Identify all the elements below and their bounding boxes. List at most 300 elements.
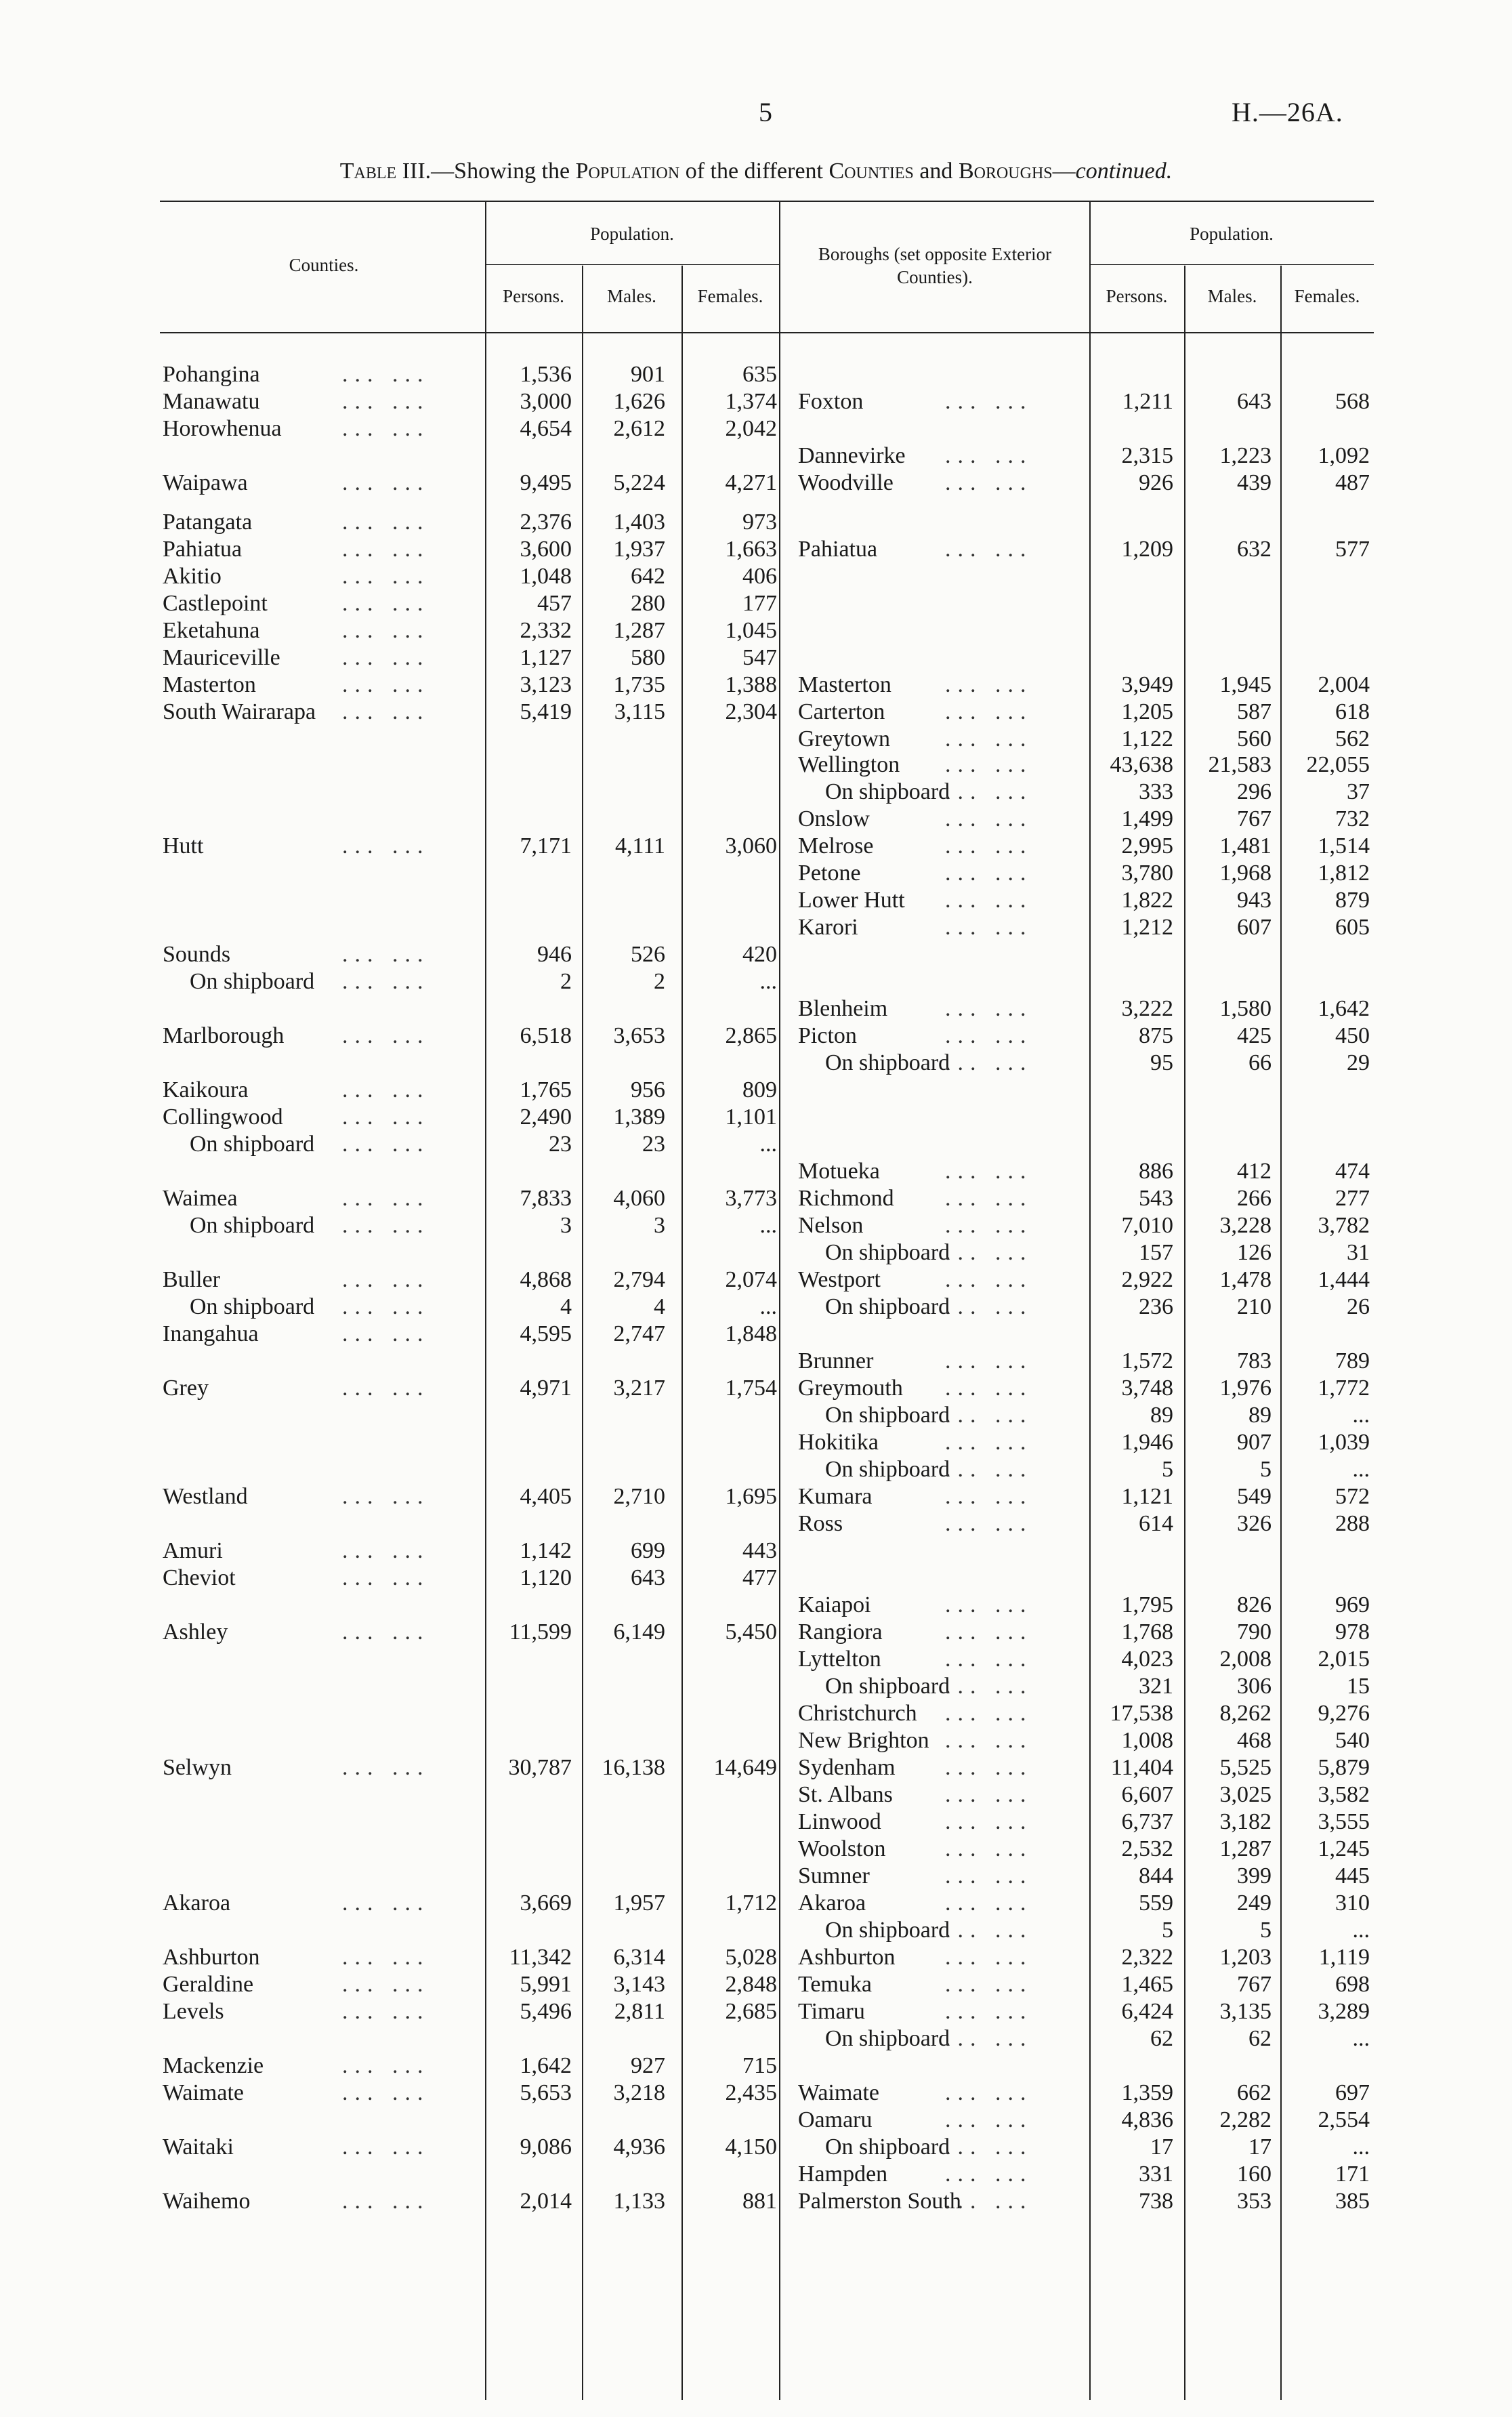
borough-leader-dots: ... ...	[945, 1376, 1033, 1401]
borough-females: 26	[1347, 1294, 1370, 1319]
borough-females: ...	[1352, 1403, 1370, 1428]
table-row	[0, 2134, 1512, 2162]
borough-leader-dots: ... ...	[945, 1918, 1033, 1943]
borough-leader-dots: ... ...	[945, 1755, 1033, 1780]
table-row	[0, 537, 1512, 564]
table-row	[0, 470, 1512, 497]
table-row	[0, 1348, 1512, 1376]
table-row	[0, 806, 1512, 833]
title-keyword-boroughs: Boroughs	[958, 159, 1053, 184]
table-row	[0, 1701, 1512, 1728]
borough-name: On shipboard	[825, 2134, 950, 2160]
borough-name: On shipboard	[825, 2026, 950, 2051]
table-row	[0, 1321, 1512, 1348]
borough-females: 1,514	[1318, 833, 1370, 859]
borough-persons: 543	[1139, 1186, 1173, 1211]
county-females: 973	[742, 510, 777, 535]
borough-females: 1,812	[1318, 861, 1370, 886]
borough-males: 662	[1237, 2080, 1272, 2105]
borough-males: 943	[1237, 888, 1272, 913]
borough-males: 643	[1237, 389, 1272, 414]
county-name: Cheviot	[163, 1565, 236, 1590]
borough-name: Masterton	[798, 672, 891, 697]
table-row	[0, 1186, 1512, 1213]
borough-name: Sydenham	[798, 1755, 896, 1780]
borough-name: Richmond	[798, 1186, 894, 1211]
table-row	[0, 699, 1512, 726]
county-males: 4	[654, 1294, 665, 1319]
borough-name: Waimate	[798, 2080, 879, 2105]
county-males: 1,403	[613, 510, 665, 535]
borough-name: St. Albans	[798, 1782, 893, 1807]
borough-females: 9,276	[1318, 1701, 1370, 1726]
table-row	[0, 1782, 1512, 1809]
borough-leader-dots: ... ...	[945, 2107, 1033, 2132]
table-row	[0, 1972, 1512, 1999]
borough-name: Woolston	[798, 1836, 886, 1861]
county-males: 2	[654, 969, 665, 994]
borough-females: 698	[1335, 1972, 1370, 1997]
county-persons: 7,833	[520, 1186, 572, 1211]
borough-persons: 614	[1139, 1511, 1173, 1536]
borough-name: Motueka	[798, 1159, 880, 1184]
county-females: 5,028	[725, 1945, 777, 1970]
county-name: Westland	[163, 1484, 248, 1509]
borough-males: 1,287	[1219, 1836, 1272, 1861]
county-males: 580	[631, 645, 665, 670]
county-leader-dots: ... ...	[342, 362, 430, 387]
county-name: Hutt	[163, 833, 204, 859]
borough-name: Brunner	[798, 1348, 874, 1373]
borough-females: 969	[1335, 1592, 1370, 1617]
county-name: Mackenzie	[163, 2053, 264, 2078]
county-males: 1,957	[613, 1891, 665, 1916]
borough-females: 1,039	[1318, 1430, 1370, 1455]
borough-persons: 886	[1139, 1159, 1173, 1184]
county-leader-dots: ... ...	[342, 537, 430, 562]
borough-persons: 1,008	[1121, 1728, 1173, 1753]
county-persons: 1,048	[520, 564, 572, 589]
county-leader-dots: ... ...	[342, 1186, 430, 1211]
county-leader-dots: ... ...	[342, 1077, 430, 1102]
borough-males: 17	[1248, 2134, 1272, 2160]
county-persons: 5,653	[520, 2080, 572, 2105]
borough-leader-dots: ... ...	[945, 1891, 1033, 1916]
county-persons: 1,127	[520, 645, 572, 670]
borough-leader-dots: ... ...	[945, 1945, 1033, 1970]
borough-name: Ross	[798, 1511, 843, 1536]
borough-persons: 5	[1162, 1457, 1173, 1482]
county-leader-dots: ... ...	[342, 389, 430, 414]
county-females: 547	[742, 645, 777, 670]
county-persons: 457	[537, 591, 572, 616]
borough-leader-dots: ... ...	[945, 1647, 1033, 1672]
county-persons: 3,123	[520, 672, 572, 697]
county-persons: 3,000	[520, 389, 572, 414]
borough-females: 562	[1335, 726, 1370, 751]
county-name: Levels	[163, 1999, 224, 2024]
county-name: Akitio	[163, 564, 222, 589]
borough-leader-dots: ... ...	[945, 1023, 1033, 1048]
county-leader-dots: ... ...	[342, 591, 430, 616]
table-row	[0, 1023, 1512, 1050]
borough-persons: 2,532	[1121, 1836, 1173, 1861]
county-females: ...	[759, 1132, 777, 1157]
borough-leader-dots: ... ...	[945, 1619, 1033, 1645]
county-persons: 11,342	[509, 1945, 572, 1970]
borough-name: Lower Hutt	[798, 888, 905, 913]
borough-females: 605	[1335, 915, 1370, 940]
borough-males: 783	[1237, 1348, 1272, 1373]
borough-females: 2,554	[1318, 2107, 1370, 2132]
county-persons: 2	[560, 969, 572, 994]
borough-females: 3,582	[1318, 1782, 1370, 1807]
county-leader-dots: ... ...	[342, 942, 430, 967]
borough-leader-dots: ... ...	[945, 1836, 1033, 1861]
county-name: Castlepoint	[163, 591, 268, 616]
header-population-left: Population.	[590, 224, 674, 244]
borough-name: Carterton	[798, 699, 885, 724]
borough-name: Christchurch	[798, 1701, 917, 1726]
title-mid: of the different	[679, 159, 829, 184]
borough-males: 468	[1237, 1728, 1272, 1753]
borough-males: 587	[1237, 699, 1272, 724]
county-males: 4,936	[613, 2134, 665, 2160]
borough-males: 5,525	[1219, 1755, 1272, 1780]
table-row	[0, 779, 1512, 806]
borough-males: 1,976	[1219, 1376, 1272, 1401]
borough-males: 767	[1237, 806, 1272, 831]
borough-leader-dots: ... ...	[945, 2189, 1033, 2214]
borough-persons: 7,010	[1121, 1213, 1173, 1238]
borough-name: Greymouth	[798, 1376, 903, 1401]
county-females: 2,685	[725, 1999, 777, 2024]
county-name: Amuri	[163, 1538, 223, 1563]
borough-name: On shipboard	[825, 1240, 950, 1265]
borough-persons: 333	[1139, 779, 1173, 804]
borough-males: 160	[1237, 2162, 1272, 2187]
borough-leader-dots: ... ...	[945, 752, 1033, 777]
borough-name: Hampden	[798, 2162, 888, 2187]
county-name: Selwyn	[163, 1755, 232, 1780]
borough-name: Westport	[798, 1267, 881, 1292]
county-name: Akaroa	[163, 1891, 231, 1916]
borough-leader-dots: ... ...	[945, 1728, 1033, 1753]
county-leader-dots: ... ...	[342, 1132, 430, 1157]
county-males: 1,389	[613, 1104, 665, 1130]
borough-males: 326	[1237, 1511, 1272, 1536]
borough-leader-dots: ... ...	[945, 1782, 1033, 1807]
county-persons: 7,171	[520, 833, 572, 859]
county-persons: 2,376	[520, 510, 572, 535]
county-leader-dots: ... ...	[342, 1484, 430, 1509]
table-row	[0, 1132, 1512, 1159]
county-males: 643	[631, 1565, 665, 1590]
county-persons: 3,600	[520, 537, 572, 562]
county-females: 1,388	[725, 672, 777, 697]
county-females: 1,712	[725, 1891, 777, 1916]
borough-males: 249	[1237, 1891, 1272, 1916]
county-leader-dots: ... ...	[342, 672, 430, 697]
county-name: Waimea	[163, 1186, 238, 1211]
table-row	[0, 1918, 1512, 1945]
table-row	[0, 915, 1512, 942]
county-persons: 5,496	[520, 1999, 572, 2024]
borough-persons: 11,404	[1110, 1755, 1173, 1780]
borough-males: 5	[1260, 1457, 1272, 1482]
borough-name: On shipboard	[825, 1050, 950, 1075]
county-females: 2,435	[725, 2080, 777, 2105]
county-persons: 4,654	[520, 416, 572, 441]
borough-leader-dots: ... ...	[945, 1213, 1033, 1238]
title-dash: —	[1052, 159, 1076, 184]
borough-leader-dots: ... ...	[945, 1863, 1033, 1888]
borough-leader-dots: ... ...	[945, 2080, 1033, 2105]
county-females: 809	[742, 1077, 777, 1102]
borough-males: 439	[1237, 470, 1272, 495]
borough-males: 8,262	[1219, 1701, 1272, 1726]
county-persons: 2,014	[520, 2189, 572, 2214]
borough-persons: 321	[1139, 1674, 1173, 1699]
county-males: 1,287	[613, 618, 665, 643]
borough-males: 306	[1237, 1674, 1272, 1699]
borough-males: 1,968	[1219, 861, 1272, 886]
county-name: Waitaki	[163, 2134, 234, 2160]
borough-leader-dots: ... ...	[945, 996, 1033, 1021]
county-females: 443	[742, 1538, 777, 1563]
borough-persons: 1,359	[1121, 2080, 1173, 2105]
header-males-right: Males.	[1207, 286, 1257, 306]
county-females: ...	[759, 1294, 777, 1319]
borough-females: 37	[1347, 779, 1370, 804]
county-males: 23	[642, 1132, 665, 1157]
borough-leader-dots: ... ...	[945, 1159, 1033, 1184]
county-persons: 1,765	[520, 1077, 572, 1102]
table-row	[0, 1538, 1512, 1565]
borough-females: 310	[1335, 1891, 1370, 1916]
county-females: 3,060	[725, 833, 777, 859]
borough-leader-dots: ... ...	[945, 915, 1033, 940]
borough-females: 277	[1335, 1186, 1370, 1211]
borough-persons: 3,748	[1121, 1376, 1173, 1401]
county-females: 4,150	[725, 2134, 777, 2160]
table-row	[0, 564, 1512, 591]
borough-name: Pahiatua	[798, 537, 878, 562]
county-persons: 3	[560, 1213, 572, 1238]
borough-females: 487	[1335, 470, 1370, 495]
borough-leader-dots: ... ...	[945, 1294, 1033, 1319]
borough-females: 445	[1335, 1863, 1370, 1888]
borough-name: Sumner	[798, 1863, 870, 1888]
county-name: Sounds	[163, 942, 231, 967]
table-row	[0, 1619, 1512, 1647]
borough-leader-dots: ... ...	[945, 1186, 1033, 1211]
borough-name: Foxton	[798, 389, 864, 414]
title-keyword-population: Population	[575, 159, 680, 184]
borough-females: 577	[1335, 537, 1370, 562]
county-females: ...	[759, 969, 777, 994]
county-males: 3,217	[613, 1376, 665, 1401]
borough-persons: 1,822	[1121, 888, 1173, 913]
county-females: ...	[759, 1213, 777, 1238]
borough-leader-dots: ... ...	[945, 1050, 1033, 1075]
county-females: 635	[742, 362, 777, 387]
borough-persons: 1,946	[1121, 1430, 1173, 1455]
county-males: 2,710	[613, 1484, 665, 1509]
county-males: 4,111	[615, 833, 665, 859]
borough-persons: 875	[1139, 1023, 1173, 1048]
county-persons: 946	[537, 942, 572, 967]
borough-persons: 62	[1150, 2026, 1173, 2051]
borough-persons: 1,212	[1121, 915, 1173, 940]
county-persons: 1,120	[520, 1565, 572, 1590]
borough-males: 210	[1237, 1294, 1272, 1319]
borough-persons: 6,607	[1121, 1782, 1173, 1807]
borough-males: 1,223	[1219, 443, 1272, 468]
header-males-left: Males.	[607, 286, 656, 306]
table-row	[0, 1159, 1512, 1186]
borough-name: Onslow	[798, 806, 870, 831]
county-name: Patangata	[163, 510, 253, 535]
borough-females: 1,444	[1318, 1267, 1370, 1292]
county-leader-dots: ... ...	[342, 416, 430, 441]
county-males: 1,735	[613, 672, 665, 697]
borough-females: 789	[1335, 1348, 1370, 1373]
borough-name: Dannevirke	[798, 443, 906, 468]
borough-name: Ashburton	[798, 1945, 896, 1970]
borough-females: 3,289	[1318, 1999, 1370, 2024]
county-leader-dots: ... ...	[342, 645, 430, 670]
borough-males: 296	[1237, 779, 1272, 804]
borough-name: Linwood	[798, 1809, 881, 1834]
borough-females: ...	[1352, 1457, 1370, 1482]
county-leader-dots: ... ...	[342, 564, 430, 589]
table-row	[0, 1403, 1512, 1430]
borough-name: Hokitika	[798, 1430, 879, 1455]
table-row	[0, 2080, 1512, 2107]
borough-name: Petone	[798, 861, 861, 886]
county-females: 177	[742, 591, 777, 616]
borough-males: 3,025	[1219, 1782, 1272, 1807]
county-name: Collingwood	[163, 1104, 283, 1130]
table-row	[0, 888, 1512, 915]
borough-name: On shipboard	[825, 1403, 950, 1428]
borough-persons: 1,465	[1121, 1972, 1173, 1997]
borough-leader-dots: ... ...	[945, 699, 1033, 724]
borough-persons: 2,922	[1121, 1267, 1173, 1292]
borough-males: 1,481	[1219, 833, 1272, 859]
borough-females: 1,092	[1318, 443, 1370, 468]
borough-leader-dots: ... ...	[945, 1267, 1033, 1292]
borough-males: 21,583	[1208, 752, 1272, 777]
borough-males: 399	[1237, 1863, 1272, 1888]
borough-females: ...	[1352, 1918, 1370, 1943]
borough-females: 1,642	[1318, 996, 1370, 1021]
borough-name: On shipboard	[825, 779, 950, 804]
county-females: 3,773	[725, 1186, 777, 1211]
county-females: 420	[742, 942, 777, 967]
borough-males: 89	[1248, 1403, 1272, 1428]
title-prefix: Table	[339, 159, 397, 184]
table-row	[0, 618, 1512, 645]
borough-females: 572	[1335, 1484, 1370, 1509]
borough-females: 15	[1347, 1674, 1370, 1699]
county-males: 6,314	[613, 1945, 665, 1970]
borough-name: On shipboard	[825, 1294, 950, 1319]
borough-persons: 738	[1139, 2189, 1173, 2214]
borough-persons: 1,209	[1121, 537, 1173, 562]
county-males: 2,612	[613, 416, 665, 441]
county-name: Pohangina	[163, 362, 260, 387]
county-name: Mauriceville	[163, 645, 280, 670]
borough-males: 560	[1237, 726, 1272, 751]
borough-persons: 844	[1139, 1863, 1173, 1888]
borough-females: 2,004	[1318, 672, 1370, 697]
county-name: On shipboard	[190, 969, 315, 994]
county-persons: 30,787	[508, 1755, 572, 1780]
county-males: 6,149	[613, 1619, 665, 1645]
county-leader-dots: ... ...	[342, 1565, 430, 1590]
table-row	[0, 389, 1512, 416]
county-males: 280	[631, 591, 665, 616]
borough-persons: 89	[1150, 1403, 1173, 1428]
county-persons: 4,971	[520, 1376, 572, 1401]
county-females: 2,042	[725, 416, 777, 441]
county-name: On shipboard	[190, 1213, 315, 1238]
borough-males: 632	[1237, 537, 1272, 562]
county-males: 3,653	[613, 1023, 665, 1048]
county-leader-dots: ... ...	[342, 833, 430, 859]
borough-females: 618	[1335, 699, 1370, 724]
borough-name: Nelson	[798, 1213, 864, 1238]
borough-persons: 43,638	[1110, 752, 1173, 777]
borough-leader-dots: ... ...	[945, 443, 1033, 468]
county-males: 927	[631, 2053, 665, 2078]
borough-females: 31	[1347, 1240, 1370, 1265]
borough-males: 1,478	[1219, 1267, 1272, 1292]
county-leader-dots: ... ...	[342, 1213, 430, 1238]
borough-name: Temuka	[798, 1972, 873, 1997]
table-row	[0, 1647, 1512, 1674]
borough-name: On shipboard	[825, 1457, 950, 1482]
county-name: Grey	[163, 1376, 209, 1401]
header-bottom-rule	[160, 332, 1374, 333]
borough-name: Picton	[798, 1023, 857, 1048]
borough-persons: 559	[1139, 1891, 1173, 1916]
county-males: 16,138	[602, 1755, 665, 1780]
borough-leader-dots: ... ...	[945, 2026, 1033, 2051]
county-males: 1,937	[613, 537, 665, 562]
header-persons-left: Persons.	[503, 286, 564, 306]
borough-leader-dots: ... ...	[945, 1592, 1033, 1617]
borough-females: 1,245	[1318, 1836, 1370, 1861]
county-females: 1,754	[725, 1376, 777, 1401]
header-population-right: Population.	[1190, 224, 1274, 244]
table-row	[0, 1077, 1512, 1104]
borough-name: Woodville	[798, 470, 894, 495]
header-counties: Counties.	[289, 255, 359, 275]
county-leader-dots: ... ...	[342, 1023, 430, 1048]
borough-males: 607	[1237, 915, 1272, 940]
county-females: 1,663	[725, 537, 777, 562]
borough-males: 3,228	[1219, 1213, 1272, 1238]
county-persons: 4,868	[520, 1267, 572, 1292]
borough-leader-dots: ... ...	[945, 1240, 1033, 1265]
borough-leader-dots: ... ...	[945, 1701, 1033, 1726]
population-right-rule	[1089, 264, 1374, 265]
county-name: Waipawa	[163, 470, 248, 495]
borough-males: 412	[1237, 1159, 1272, 1184]
